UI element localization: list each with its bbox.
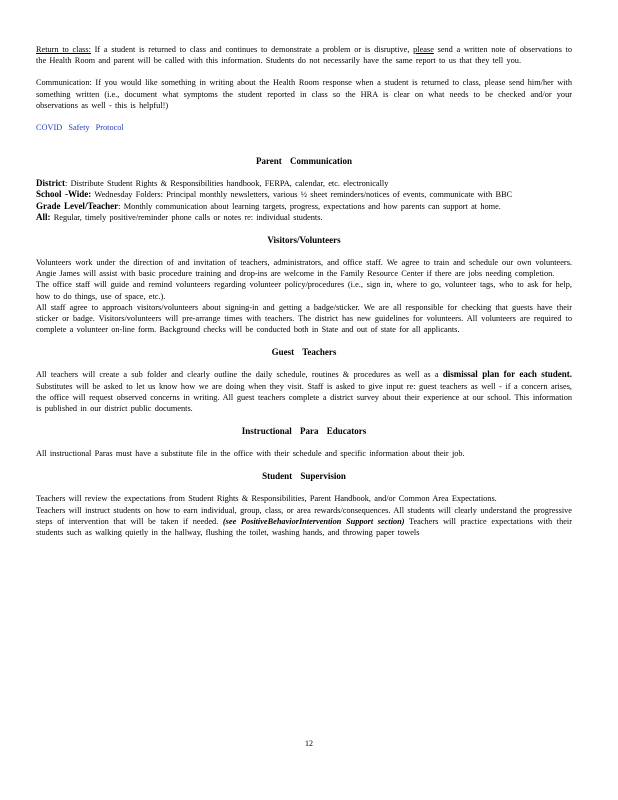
supervision-text-1: Teachers will instruct students on how to earn individual, group, class, or area rewards/consequences. All students will clearly understand the progressive steps of intervention that will be taken if needed. [36, 505, 572, 526]
district-text: : Distribute Student Rights & Responsibilities handbook, FERPA, calendar, etc. electronically [65, 179, 389, 189]
pbis-reference: (see PositiveBehaviorIntervention Support section) [222, 516, 405, 526]
paras-paragraph: All instructional Paras must have a substitute file in the office with their schedule and specific information about their job. [36, 449, 465, 459]
all-paragraph [36, 212, 572, 223]
dismissal-plan-bold: dismissal plan for each student. [442, 369, 573, 380]
guest-teachers-text-1: All teachers will create a sub folder and clearly outline the daily schedule, routines & procedures as well as a [36, 370, 443, 380]
all-text: Regular, timely positive/reminder phone calls or notes re: individual students. [50, 212, 323, 222]
return-to-class-paragraph [36, 44, 572, 66]
communication-paragraph [36, 77, 572, 111]
return-to-class-lead: Return to class: [36, 45, 91, 54]
school-wide-label: School -Wide: [36, 189, 92, 200]
parent-communication-heading: Parent Communication [255, 156, 353, 167]
guest-teachers-heading: Guest Teachers [271, 347, 337, 358]
student-supervision-heading: Student Supervision [262, 471, 346, 482]
please-underlined: please [413, 45, 434, 54]
visitors-paragraph-1: Volunteers work under the direction of and invitation of teachers, administrators, and office staff. We agree to train and schedule our own volunteers. Angie James will assist with basic procedure training and drop-ins are welcome in the Family Resource Center if there are jobs needing completion. [36, 258, 572, 279]
return-to-class-text-1: If a student is returned to class and continues to demonstrate a problem or is disruptive, [90, 45, 414, 54]
communication-text: : If you would like something in writing about the Health Room response when a student is returned to class, please send him/her with something written (i.e., document what symptoms the student reported in class so the HRA is clear on what needs to be checked and/or your observations as well - this is helpful!) [36, 78, 572, 110]
document-page [36, 44, 572, 538]
visitors-volunteers-heading: Visitors/Volunteers [267, 235, 341, 246]
district-paragraph [36, 178, 572, 189]
instructional-para-educators-heading: Instructional Para Educators [241, 426, 367, 437]
guest-teachers-paragraph [36, 369, 572, 414]
grade-level-label: Grade Level/Teacher [36, 200, 119, 211]
grade-level-paragraph [36, 201, 572, 212]
visitors-paragraph-2: The office staff will guide and remind volunteers regarding volunteer policy/procedures (i.e., sign in, where to go, volunteer tags, who to ask for help, how to do things, use of space, etc.). [36, 280, 572, 301]
guest-teachers-text-2: Substitutes will be asked to let us know how we are doing when they visit. Staff is asked to give input re: guest teachers as well - if a concern arises, the office will request observed concerns in writing. All guest teachers complete a district survey about their experience at our school. This information is published in our district public documents. [36, 381, 572, 414]
grade-level-text: : Monthly communication about learning targets, progress, expectations and how parents can support at home. [118, 201, 501, 211]
covid-safety-protocol-link[interactable]: COVID Safety Protocol [36, 123, 124, 133]
school-wide-paragraph [36, 189, 572, 200]
district-label: District [36, 178, 65, 189]
supervision-text-2: Teachers will practice expectations with their students such as walking quietly in the hallway, flushing the toilet, washing hands, and throwing paper towels [36, 516, 572, 538]
school-wide-text: Wednesday Folders: Principal monthly newsletters, various ½ sheet reminders/notices of events, communicate with BBC [91, 190, 513, 200]
supervision-paragraph-2 [36, 505, 572, 539]
communication-lead: Communication [36, 78, 90, 88]
all-label: All: [36, 211, 51, 222]
visitors-paragraph-3: All staff agree to approach visitors/volunteers about signing-in and getting a badge/sticker. We are all responsible for checking that guests have their sticker or badge. Visitors/volunteers will pre-arrange times with teachers. The district has new guidelines for volunteers. All volunteers are required to complete a volunteer on-line form. Background checks will be conducted both in State and out of state for all applicants. [36, 302, 572, 335]
page-number: 12 [305, 739, 313, 748]
return-to-class-text-2: send a written note of observations to the Health Room and parent will be called with this information. Students do not necessarily have the same report to us that they tell you. [36, 45, 572, 66]
supervision-paragraph-1: Teachers will review the expectations from Student Rights & Responsibilities, Parent Handbook, and/or Common Area Expectations. [36, 494, 497, 504]
